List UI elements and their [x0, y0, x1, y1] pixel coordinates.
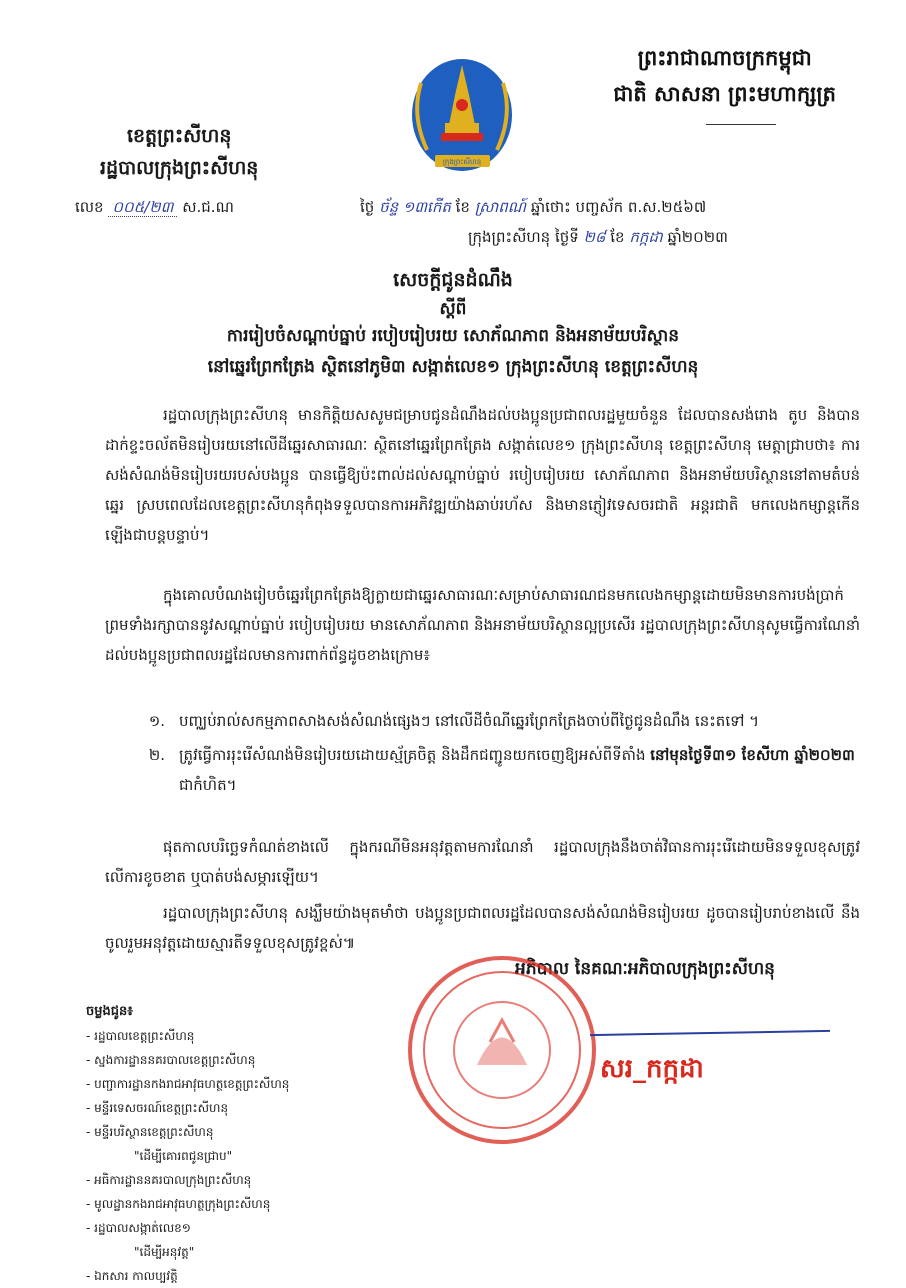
instruction-list [105, 706, 860, 804]
list-item: "ដើម្បីអនុវត្ត" [134, 1245, 195, 1259]
motto-divider [706, 124, 776, 125]
copy-to-heading: ចម្លងជូន៖ [86, 1004, 133, 1019]
solar-month-handwritten: កក្កដា [629, 228, 663, 246]
deadline-text: នៅមុនថ្ងៃទី៣១ ខែសីហា ឆ្នាំ២០២៣ [650, 746, 855, 764]
list-item-text-tail: ជាកំហិត។ [179, 776, 237, 794]
list-item: - បញ្ជាការដ្ឋានកងរាជអាវុធហត្ថខេត្តព្រះសីហនុ [86, 1077, 290, 1091]
solar-day-handwritten: ២៨ [583, 228, 606, 246]
solar-year: ឆ្នាំ២០២៣ [667, 228, 728, 246]
list-item: - មូលដ្ឋានកងរាជអាវុធហត្ថក្រុងព្រះសីហនុ [86, 1197, 271, 1211]
paragraph-purpose: ក្នុងគោលបំណងរៀបចំឆ្នេរព្រែកត្រែងឱ្យក្លាយជាឆ្នេរសាធារណៈសម្រាប់សាធារណជនមកលេងកម្សាន្តដោយមិនមានការបង់ប្រាក់ ព្រមទាំងរក្សាបាននូវសណ្តាប់ធ្នាប់ របៀបរៀបរយ មានសោភ័ណភាព និងអនាម័យបរិស្ថានល្អប្រសើរ រដ្ឋបាលក្រុងព្រះសីហនុសូមធ្វើការណែនាំដល់បងប្អូនប្រជាពលរដ្ឋដែលមានការពាក់ព័ន្ធដូចខាងក្រោម៖ [105, 586, 860, 664]
official-seal-icon [402, 950, 602, 1150]
list-item: - ស្នងការដ្ឋាននគរបាលខេត្តព្រះសីហនុ [86, 1053, 256, 1067]
document-subject-line2: នៅឆ្នេរព្រែកត្រែង ស្ថិតនៅភូមិ៣ សង្កាត់លេខ១ ក្រុងព្រះសីហនុ ខេត្តព្រះសីហនុ [207, 357, 699, 377]
list-item: "ដើម្បីគោរពជូនជ្រាប" [134, 1149, 233, 1163]
administration-name: រដ្ឋបាលក្រុងព្រះសីហនុ [100, 157, 259, 179]
list-item [105, 740, 860, 800]
signature-stroke [590, 1030, 830, 1036]
paragraph-intro: រដ្ឋបាលក្រុងព្រះសីហនុ មានកិត្តិយសសូមជម្រាបជូនដំណឹងដល់បងប្អូនប្រជាពលរដ្ឋមួយចំនួន ដែលបានសង់រោង តូប និងបានដាក់ខ្ទះចល័តមិនរៀបរយនៅលើដីឆ្នេរសាធារណៈ ស្ថិតនៅឆ្នេរព្រែកត្រែង សង្កាត់លេខ១ ក្រុងព្រះសីហនុ ខេត្តព្រះសីហនុ មេត្តាជ្រាបថា៖ ការសង់សំណង់មិនរៀបរយរបស់បងប្អូន បានធ្វើឱ្យប៉ះពាល់ដល់សណ្តាប់ធ្នាប់ របៀបរៀបរយ សោភ័ណភាព និងអនាម័យបរិស្ថាននៅតាមតំបន់ឆ្នេរ ស្របពេលដែលខេត្តព្រះសីហនុកំពុងទទួលបានការអភិវឌ្ឍយ៉ាងឆាប់រហ័ស និងមានភ្ញៀវទេសចរជាតិ អន្តរជាតិ មកលេងកម្សាន្តកើនឡើងជាបន្តបន្ទាប់។ [105, 406, 860, 544]
lunar-month-handwritten: ស្រាពណ៍ [474, 198, 527, 216]
national-motto: ជាតិ សាសនា ព្រះមហាក្សត្រ [613, 82, 836, 106]
logo-caption: ក្រុងព្រះសីហនុ [442, 158, 482, 166]
signatory-title: អភិបាល នៃគណៈអភិបាលក្រុងព្រះសីហនុ [515, 959, 775, 979]
lunar-year: ឆ្នាំថោះ បញ្ចស័ក ព.ស.២៥៦៧ [530, 198, 707, 216]
document-subject-label: ស្តីពី [439, 299, 467, 319]
reference-suffix: ស.ជ.ណ [182, 198, 234, 216]
list-item: - រដ្ឋបាលសង្កាត់លេខ១ [86, 1221, 191, 1235]
lunar-day-handwritten: ច័ន្ទ ១៣កើត [379, 198, 451, 216]
reference-number [75, 198, 234, 220]
list-item [105, 706, 860, 736]
paragraph-warning: ផុតកាលបរិច្ឆេទកំណត់ខាងលើ ក្នុងករណីមិនអនុវត្តតាមការណែនាំ រដ្ឋបាលក្រុងនឹងចាត់វិធានការរុះរើដោយមិនទទួលខុសត្រូវលើការខូចខាត ឬបាត់បង់សម្ភារឡើយ។ [105, 838, 860, 886]
solar-month-prefix: ខែ [610, 228, 625, 246]
solar-prefix: ក្រុងព្រះសីហនុ ថ្ងៃទី [468, 228, 579, 246]
solar-date [468, 228, 728, 250]
lunar-prefix: ថ្ងៃ [360, 198, 375, 216]
list-item-text [179, 740, 860, 800]
list-item: - មន្ទីរទេសចរណ៍ខេត្តព្រះសីហនុ [86, 1101, 229, 1115]
kingdom-heading [613, 40, 836, 112]
reference-handwritten: ០០៥/២៣ [108, 198, 177, 217]
city-logo-icon [405, 55, 520, 180]
paragraph-closing: រដ្ឋបាលក្រុងព្រះសីហនុ សង្ឃឹមយ៉ាងមុតមាំថា បងប្អូនប្រជាពលរដ្ឋដែលបានសង់សំណង់មិនរៀបរយ ដូចបានរៀបរាប់ខាងលើ នឹងចូលរួមអនុវត្តដោយស្មារតីទទួលខុសត្រូវខ្ពស់៕ [105, 904, 860, 952]
list-item-text: បញ្ឈប់រាល់សកម្មភាពសាងសង់សំណង់ផ្សេងៗ នៅលើដីចំណីឆ្នេរព្រែកត្រែងចាប់ពីថ្ងៃជូនដំណឹង នេះតទៅ ។ [179, 712, 760, 730]
list-item: - មន្ទីរបរិស្ថានខេត្តព្រះសីហនុ [86, 1125, 214, 1139]
issuing-authority [100, 120, 258, 184]
list-item: - ឯកសារ កាលប្បវត្តិ [86, 1269, 178, 1283]
list-item-text-main: ត្រូវធ្វើការរុះរើសំណង់មិនរៀបរយដោយស្ម័គ្រចិត្ត និងដឹកជញ្ជូនយកចេញឱ្យអស់ពីទីតាំង [179, 746, 646, 764]
lunar-date [360, 198, 706, 220]
copy-to-list [86, 1000, 289, 1288]
list-item-number: ១. [148, 712, 165, 730]
kingdom-name: ព្រះរាជាណាចក្រកម្ពុជា [637, 46, 812, 70]
list-item: - រដ្ឋបាលខេត្តព្រះសីហនុ [86, 1029, 195, 1043]
lunar-month-prefix: ខែ [455, 198, 470, 216]
document-subject-line1: ការរៀបចំសណ្តាប់ធ្នាប់ របៀបរៀបរយ សោភ័ណភាព និងអនាម័យបរិស្ថាន [226, 326, 680, 346]
document-type: សេចក្តីជូនដំណឹង [393, 269, 513, 291]
reference-prefix: លេខ [75, 198, 104, 216]
list-item-number: ២. [148, 746, 165, 764]
province-name: ខេត្តព្រះសីហនុ [126, 125, 232, 147]
list-item: - អធិការដ្ឋាននគរបាលក្រុងព្រះសីហនុ [86, 1173, 252, 1187]
signatory-name: សរ_កក្កដា [600, 1054, 704, 1084]
